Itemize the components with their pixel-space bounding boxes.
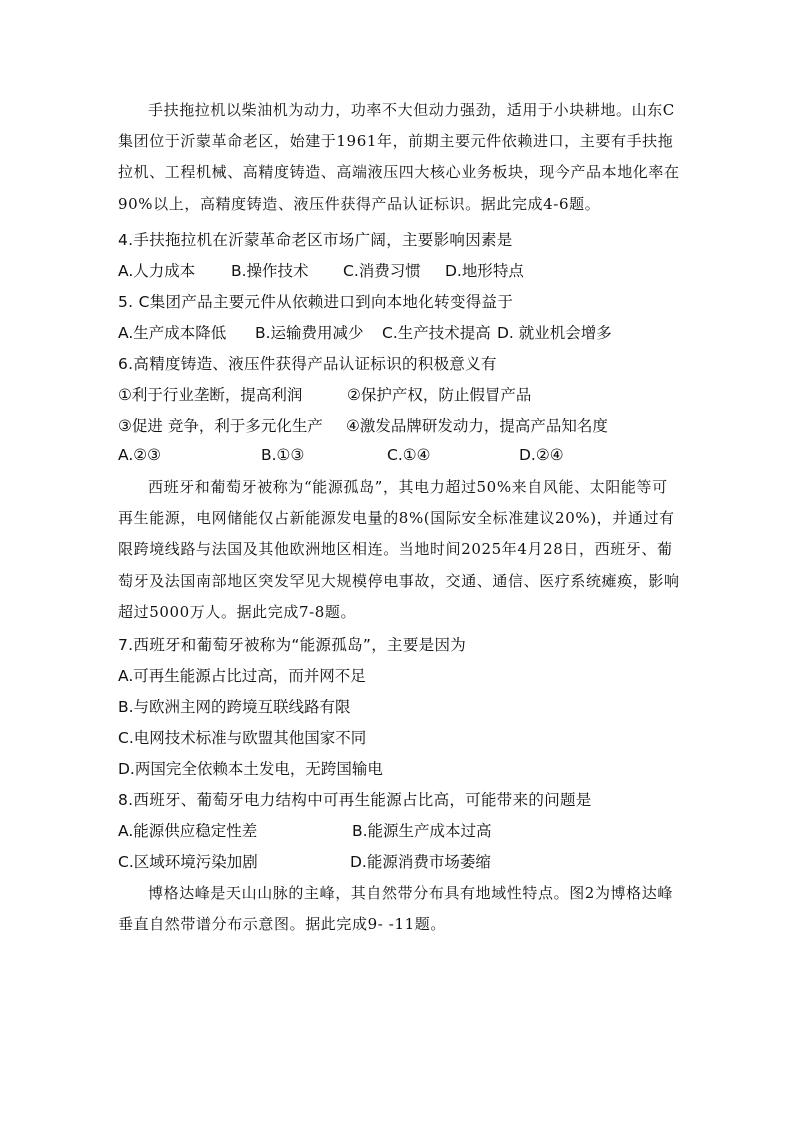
question-6-option-d[interactable]: D.②④: [519, 446, 564, 464]
question-6-option-a[interactable]: A.②③: [118, 446, 162, 464]
question-6-stem: 6.高精度铸造、液压件获得产品认证标识的积极意义有: [118, 355, 497, 373]
question-8-option-c[interactable]: C.区域环境污染加剧: [118, 853, 258, 871]
question-6-item-3: ③促进 竞争，利于多元化生产: [118, 417, 323, 435]
question-4-option-b[interactable]: B.操作技术: [231, 262, 309, 280]
question-7-stem: 7.西班牙和葡萄牙被称为“能源孤岛”，主要是因为: [118, 636, 467, 654]
question-8-stem: 8.西班牙、葡萄牙电力结构中可再生能源占比高，可能带来的问题是: [118, 791, 592, 809]
question-4-stem: 4.手扶拖拉机在沂蒙革命老区市场广阔，主要影响因素是: [118, 231, 513, 249]
passage-bogda-peak: 博格达峰是天山山脉的主峰，其自然带分布具有地域性特点。图2为博格达峰垂直自然带谱分布示意图。据此完成9- -11题。: [118, 884, 673, 934]
question-5-option-c[interactable]: C.生产技术提高: [382, 324, 491, 342]
question-6-option-b[interactable]: B.①③: [261, 446, 305, 464]
question-6-item-1: ①利于行业垄断，提高利润: [118, 386, 303, 404]
question-7-option-d[interactable]: D.两国完全依赖本土发电，无跨国输电: [118, 760, 383, 778]
passage-energy-island: 西班牙和葡萄牙被称为“能源孤岛”，其电力超过50%来自风能、太阳能等可再生能源，电网储能仅占新能源发电量的8%(国际安全标准建议20%)，并通过有限跨境线路与法国及其他欧洲地区相连。当地时间2025年4月28日，西班牙、葡萄牙及法国南部地区突发罕见大规模停电事故，交通、通信、医疗系统瘫痪，影响超过5000万人。据此完成7-8题。: [118, 478, 680, 621]
passage-intro-tractor: 手扶拖拉机以柴油机为动力，功率不大但动力强劲，适用于小块耕地。山东C集团位于沂蒙革命老区，始建于1961年，前期主要元件依赖进口，主要有手扶拖拉机、工程机械、高精度铸造、高端液压四大核心业务板块，现今产品本地化率在90%以上，高精度铸造、液压件获得产品认证标识。据此完成4-6题。: [118, 101, 680, 213]
question-8-option-b[interactable]: B.能源生产成本过高: [352, 822, 492, 840]
question-4-option-a[interactable]: A.人力成本: [118, 262, 196, 280]
question-4-option-c[interactable]: C.消费习惯: [343, 262, 421, 280]
question-8-option-d[interactable]: D.能源消费市场萎缩: [350, 853, 491, 871]
question-7-option-c[interactable]: C.电网技术标准与欧盟其他国家不同: [118, 729, 367, 747]
question-5-option-d[interactable]: D. 就业机会增多: [497, 324, 612, 342]
question-5-option-a[interactable]: A.生产成本降低: [118, 324, 227, 342]
question-6-option-c[interactable]: C.①④: [387, 446, 431, 464]
question-5-stem: 5. C集团产品主要元件从依赖进口到向本地化转变得益于: [118, 293, 514, 311]
question-7-option-b[interactable]: B.与欧洲主网的跨境互联线路有限: [118, 698, 351, 716]
question-4-option-d[interactable]: D.地形特点: [445, 262, 524, 280]
question-5-option-b[interactable]: B.运输费用减少: [255, 324, 364, 342]
question-6-item-4: ④激发品牌研发动力，提高产品知名度: [346, 417, 608, 435]
question-6-item-2: ②保护产权，防止假冒产品: [347, 386, 532, 404]
question-8-option-a[interactable]: A.能源供应稳定性差: [118, 822, 258, 840]
question-7-option-a[interactable]: A.可再生能源占比过高，而并网不足: [118, 667, 366, 685]
